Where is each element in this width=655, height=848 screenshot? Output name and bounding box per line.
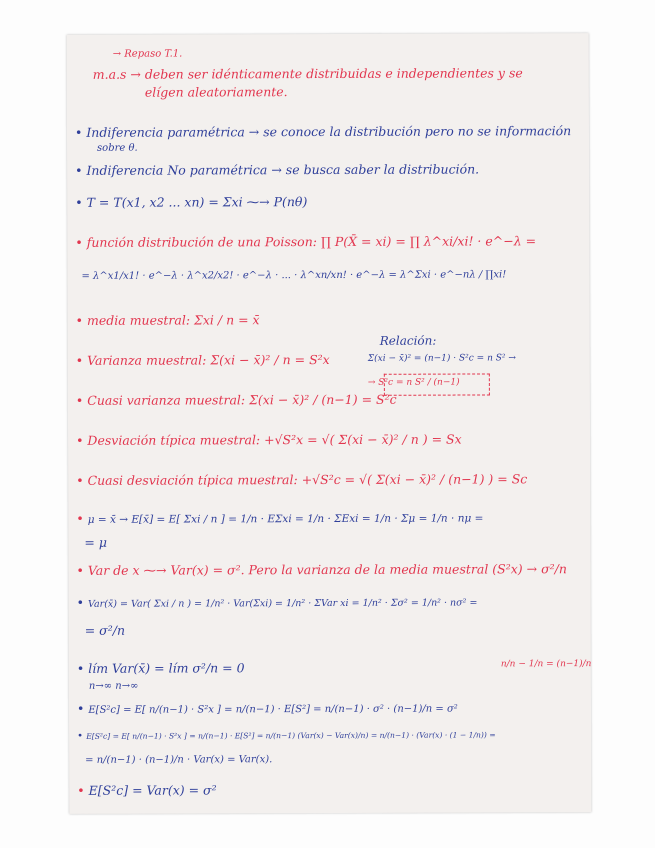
var-xbar-text: Var(x̄) = Var( Σxi / n ) = 1/n² · Var(Σxi) = 1/n² · ΣVar xi = 1/n² · Σσ² = 1/n² · nσ² = bbox=[87, 597, 478, 610]
bullet: • bbox=[76, 660, 85, 676]
cuasidesv-line bbox=[76, 471, 527, 488]
cuasivar-text: Cuasi varianza muestral: Σ(xi − x̄)² / (n−1) = S²c bbox=[87, 391, 397, 408]
e-s2c-line bbox=[77, 700, 458, 718]
final-line bbox=[77, 782, 216, 797]
var-xbar-line-1 bbox=[77, 593, 478, 611]
bullet: • bbox=[76, 700, 85, 716]
bullet: • bbox=[76, 562, 84, 578]
desviacion-text: Desviación típica muestral: +√S²x = √( Σ(xi − x̄)² / n ) = Sx bbox=[87, 431, 462, 448]
indif-noparam-line bbox=[75, 161, 479, 177]
indif-param-text: Indiferencia paramétrica → se conoce la distribución pero no se información bbox=[86, 123, 572, 140]
poisson-text-1: función distribución de una Poisson: ∏ P(X̄ = xi) = ∏ λ^xi/xi! · e^−λ = bbox=[86, 233, 537, 250]
title: → Repaso T.1. bbox=[112, 48, 183, 60]
final-text: E[S²c] = Var(x) = σ² bbox=[88, 782, 217, 798]
bullet: • bbox=[75, 234, 83, 250]
bullet: • bbox=[77, 782, 85, 798]
relacion-line-1: Σ(xi − x̄)² = (n−1) · S²c = n S² → bbox=[367, 353, 516, 364]
indif-param-line-1 bbox=[75, 123, 571, 140]
indif-noparam-text: Indiferencia No paramétrica → se busca saber la distribución. bbox=[86, 161, 480, 178]
media-text: media muestral: Σxi / n = x̄ bbox=[86, 312, 260, 328]
side-calculation: n/n − 1/n = (n−1)/n bbox=[500, 659, 592, 670]
media-line bbox=[76, 312, 260, 328]
varianza-line bbox=[76, 352, 330, 368]
indif-param-line-2: sobre θ. bbox=[97, 142, 138, 154]
bullet: • bbox=[74, 124, 83, 140]
bullet: • bbox=[75, 392, 84, 408]
mas-line-2: elígen aleatoriamente. bbox=[144, 84, 288, 100]
mas-line-1: m.a.s → deben ser idénticamente distribuidas e independientes y se bbox=[92, 65, 523, 82]
bullet: • bbox=[75, 312, 84, 328]
var-xbar-line-2: = σ²/n bbox=[84, 622, 126, 638]
relacion-title: Relación: bbox=[379, 333, 437, 348]
limit-line-2: n→∞ n→∞ bbox=[88, 680, 139, 692]
t-statistic-line bbox=[75, 194, 307, 210]
relacion-line-2: → S²c = n S² / (n−1) bbox=[367, 377, 460, 388]
e-s2c-alt-line-1 bbox=[77, 729, 496, 742]
t-statistic-text: T = T(x1, x2 ... xn) = Σxi ⁓→ P(nθ) bbox=[86, 194, 308, 210]
limit-line-1 bbox=[77, 660, 245, 676]
bullet: • bbox=[75, 194, 83, 210]
e-s2c-alt-line-2: = n/(n−1) · (n−1)/n · Var(x) = Var(x). bbox=[85, 754, 273, 766]
bullet: • bbox=[76, 510, 84, 526]
bullet: • bbox=[77, 730, 84, 742]
mu-text: μ = x̄ → E[x̄] = E[ Σxi / n ] = 1/n · EΣxi = 1/n · ΣExi = 1/n · Σμ = 1/n · nμ = bbox=[87, 512, 484, 526]
e-s2c-text: E[S²c] = E[ n/(n−1) · S²x ] = n/(n−1) · E[S²] = n/(n−1) · σ² · (n−1)/n = σ² bbox=[88, 703, 458, 716]
mu-line-2: = μ bbox=[84, 534, 108, 550]
cuasidesv-text: Cuasi desviación típica muestral: +√S²c = √( Σ(xi − x̄)² / (n−1) ) = Sc bbox=[87, 471, 528, 488]
bullet: • bbox=[75, 352, 84, 368]
poisson-line-1 bbox=[75, 233, 536, 250]
varianza-text: Varianza muestral: Σ(xi − x̄)² / n = S²x bbox=[87, 351, 330, 368]
bullet: • bbox=[75, 162, 83, 178]
cuasivar-line bbox=[76, 392, 397, 408]
bullet: • bbox=[76, 432, 84, 448]
mu-line-1 bbox=[76, 509, 483, 527]
var-de-x-text: Var de x ⁓→ Var(x) = σ². Pero la varianza de la media muestral (S²x) → σ²/n bbox=[87, 561, 567, 578]
e-s2c-alt-text: E[S²c] = E[ n/(n−1) · S²x ] = n/(n−1) · E[S²] = n/(n−1) (Var(x) − Var(x)/n) = n/(n−1) · (Var(x) · (1 − 1/n)) = bbox=[86, 730, 496, 741]
limit-text: lím Var(x̄) = lím σ²/n = 0 bbox=[88, 660, 245, 676]
bullet: • bbox=[76, 472, 84, 488]
bullet: • bbox=[76, 594, 85, 610]
desviacion-line bbox=[76, 432, 462, 448]
relacion-dashed-box bbox=[384, 373, 490, 395]
poisson-line-2: = λ^x1/x1! · e^−λ · λ^x2/x2! · e^−λ · ... · λ^xn/xn! · e^−λ = λ^Σxi · e^−nλ / ∏xi! bbox=[81, 269, 507, 282]
notebook-page bbox=[67, 33, 592, 814]
var-de-x-line bbox=[76, 561, 566, 578]
